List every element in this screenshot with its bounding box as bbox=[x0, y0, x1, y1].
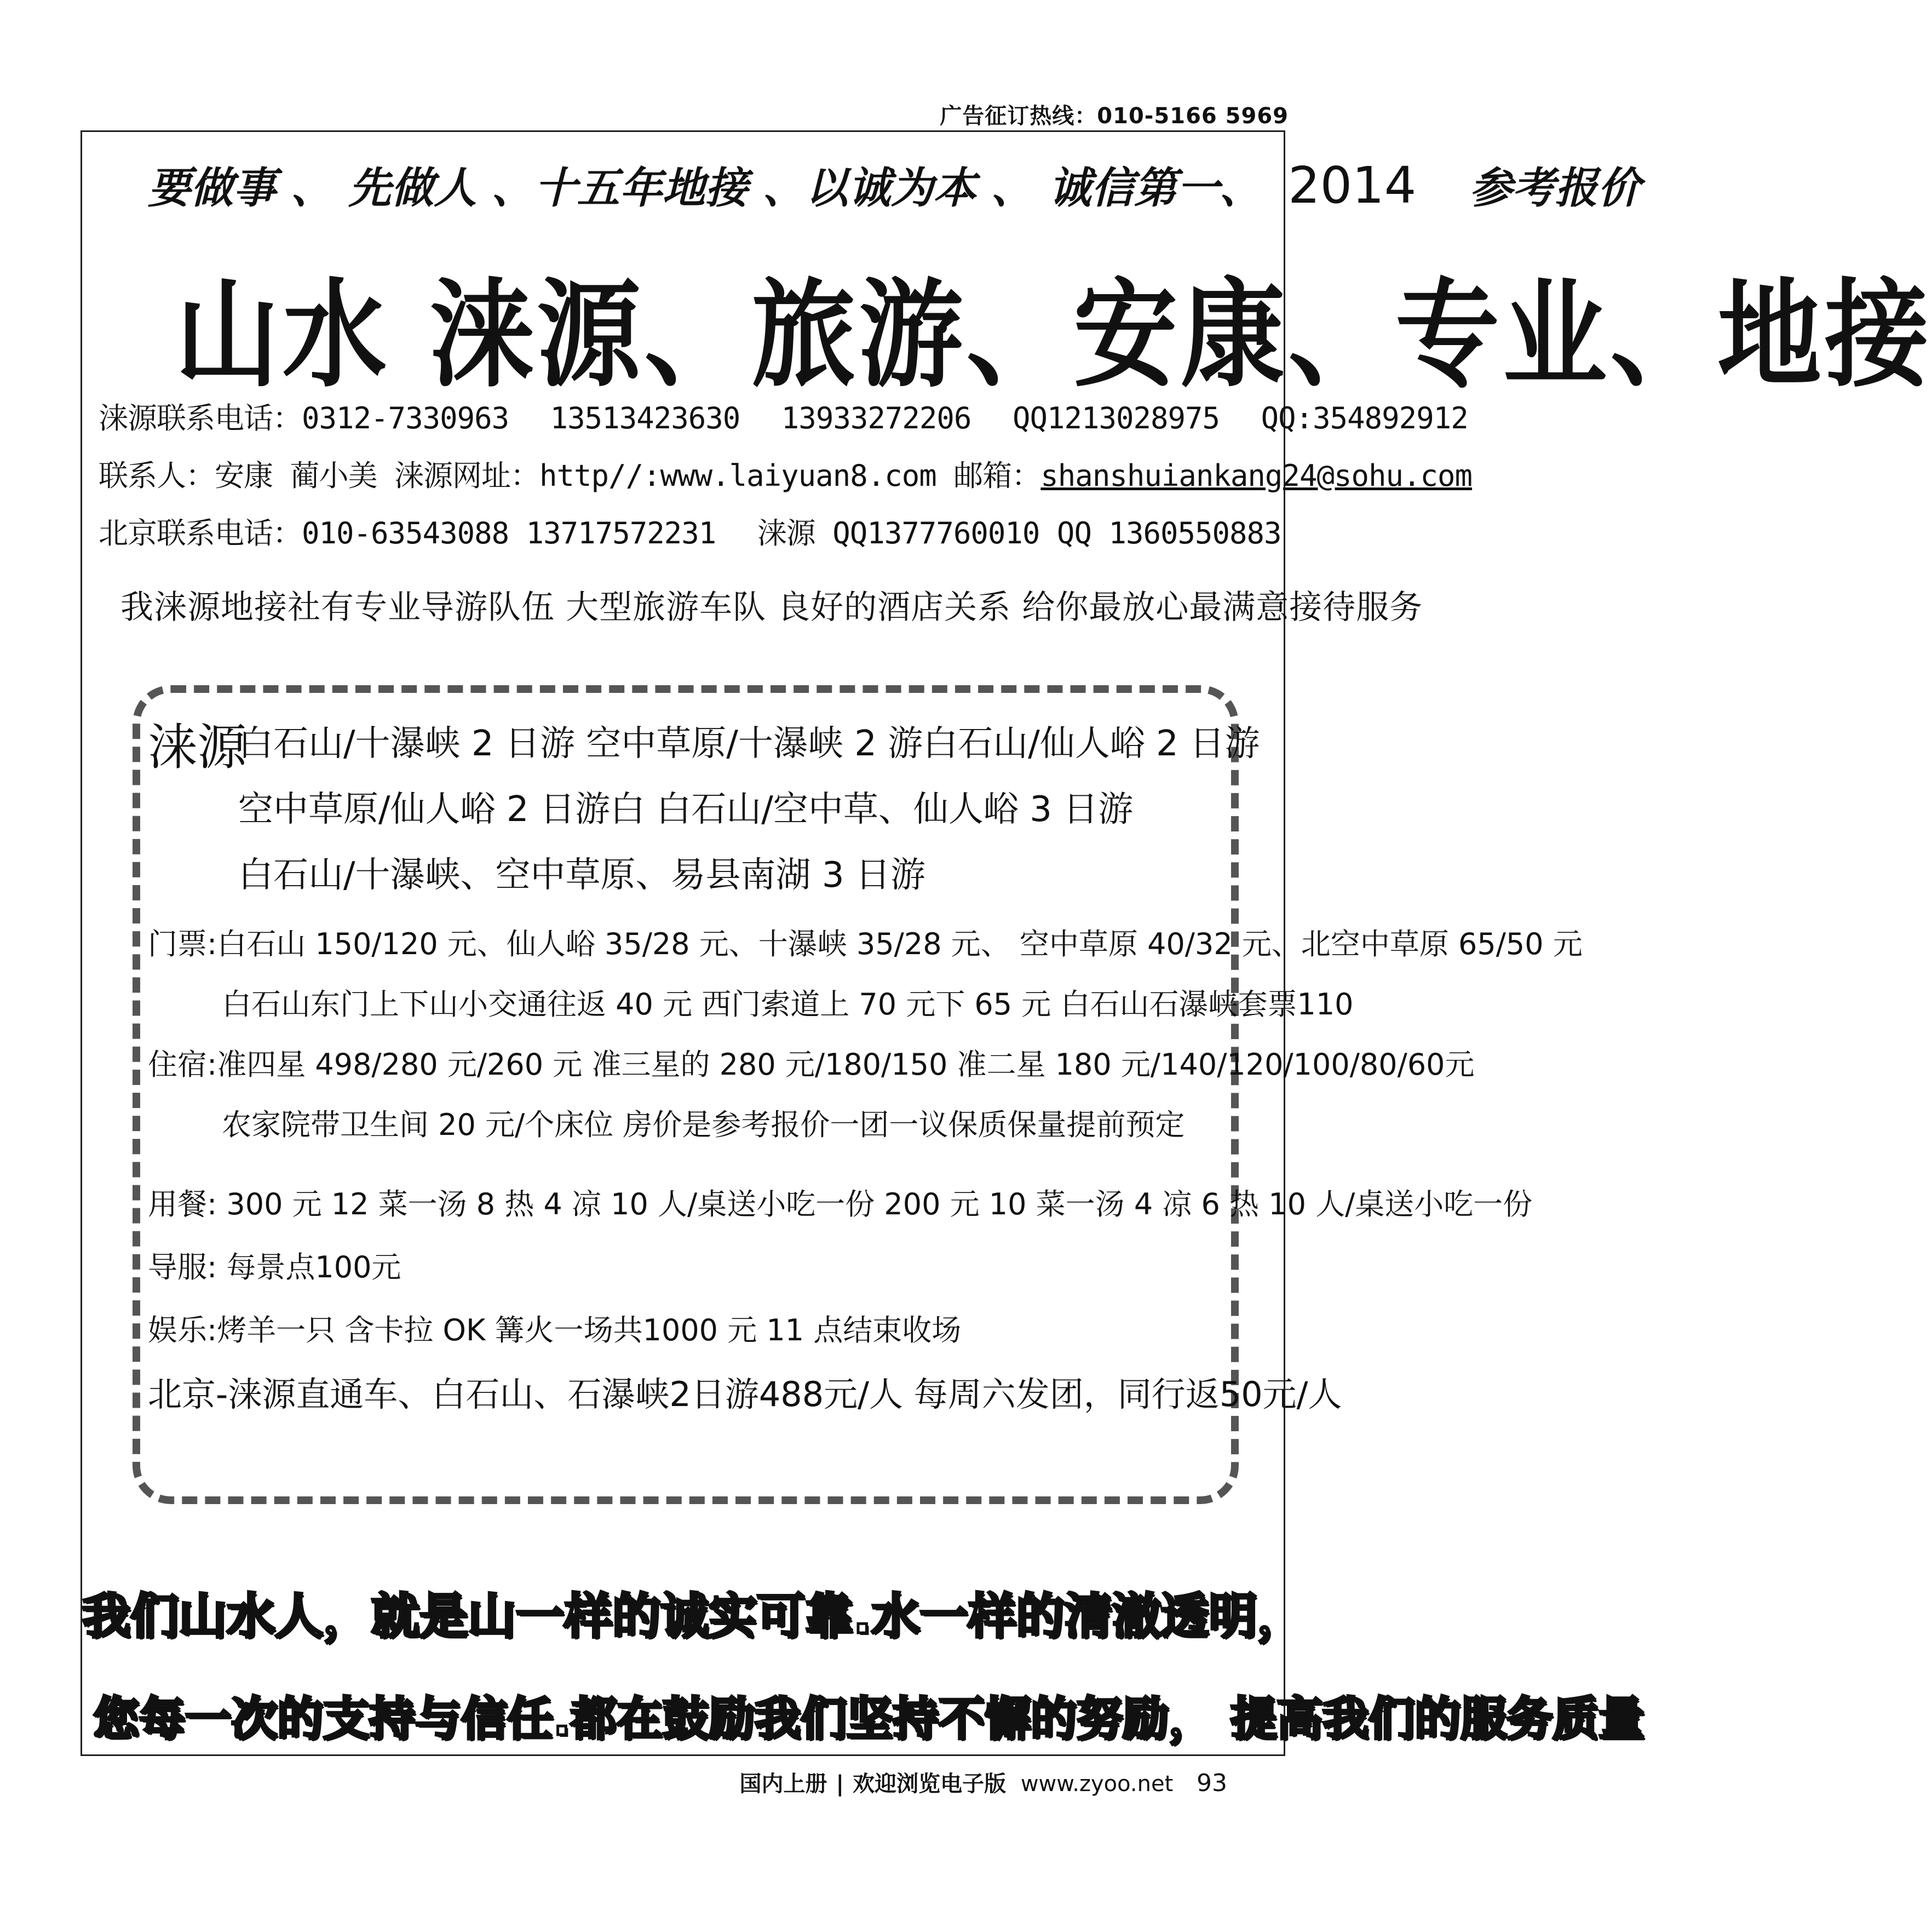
beijing-qq-text: 涞源 QQ1377760010 QQ 1360550883 bbox=[757, 516, 1281, 550]
page-number: 93 bbox=[1197, 1769, 1227, 1797]
laiyuan-qq-2: QQ:354892912 bbox=[1261, 401, 1468, 435]
laiyuan-phone-label: 涞源联系电话：0312-7330963 bbox=[99, 401, 509, 435]
region-label: 涞源 bbox=[148, 719, 246, 776]
page-footer bbox=[739, 1766, 1227, 1798]
ticket-prices: 门票:白石山 150/120 元、仙人峪 35/28 元、十瀑峡 35/28 元、 空中草原 40/32 元、北空中草原 65/50 元 bbox=[148, 927, 1583, 961]
slogan-suffix: 参考报价 bbox=[1469, 164, 1641, 213]
lodging-prices: 住宿:准四星 498/280 元/260 元 准三星的 280 元/180/150 准二星 180 元/140/120/100/80/60元 bbox=[148, 1047, 1475, 1082]
laiyuan-phones bbox=[99, 395, 1468, 437]
laiyuan-qq-1: QQ1213028975 bbox=[1012, 401, 1220, 435]
contact-people bbox=[99, 452, 1473, 495]
closing-slogan-2: 您每一次的支持与信任.都在鼓励我们坚持不懈的努励， 提高我们的服务质量 bbox=[93, 1692, 1645, 1746]
entertainment-info: 娱乐:烤羊一只 含卡拉 OK 篝火一场共1000 元 11 点结束收场 bbox=[148, 1313, 962, 1347]
slogan-line bbox=[148, 154, 1641, 215]
service-statement: 我涞源地接社有专业导游队伍 大型旅游车队 良好的酒店关系 给你最放心最满意接待服务 bbox=[120, 588, 1423, 627]
headline: 山水 涞源、旅游、安康、专业、地接 bbox=[175, 267, 1932, 403]
beijing-phones bbox=[99, 510, 1292, 552]
slogan-year: 2014 bbox=[1288, 156, 1417, 215]
catalog-section: 国内上册 bbox=[739, 1771, 827, 1797]
closing-slogan-1: 我们山水人，就是山一样的诚实可靠.水一样的清澈透明， bbox=[82, 1588, 1306, 1644]
tour-line: 空中草原/仙人峪 2 日游白 白石山/空中草、仙人峪 3 日游 bbox=[238, 789, 1134, 830]
email-link[interactable]: shanshuiankang24@sohu.com bbox=[1040, 458, 1473, 493]
footer-separator: | bbox=[836, 1771, 844, 1797]
footer-website-link[interactable]: www.zyoo.net bbox=[1020, 1771, 1174, 1797]
ad-hotline: 广告征订热线：010-5166 5969 bbox=[940, 104, 1289, 129]
footer-tagline: 欢迎浏览电子版 bbox=[853, 1771, 1007, 1797]
contact-people-text: 联系人：安康 蔺小美 涞源网址：http//:www.laiyuan8.com 邮箱： bbox=[99, 458, 1041, 493]
tour-line: 白石山/十瀑峡 2 日游 空中草原/十瀑峡 2 游白石山/仙人峪 2 日游 bbox=[238, 724, 1260, 764]
meal-prices: 用餐: 300 元 12 菜一汤 8 热 4 凉 10 人/桌送小吃一份 200 元 10 菜一汤 4 凉 6 热 10 人/桌送小吃一份 bbox=[148, 1187, 1533, 1221]
direct-bus-offer: 北京-涞源直通车、白石山、石瀑峡2日游488元/人 每周六发团，同行返50元/人 bbox=[148, 1374, 1342, 1414]
tour-line: 白石山/十瀑峡、空中草原、易县南湖 3 日游 bbox=[238, 855, 925, 896]
ticket-prices-extra: 白石山东门上下山小交通往返 40 元 西门索道上 70 元下 65 元 白石山石瀑峡套票110 bbox=[222, 987, 1354, 1022]
beijing-phone-text: 北京联系电话：010-63543088 13717572231 bbox=[99, 516, 716, 550]
laiyuan-phone-2: 13933272206 bbox=[781, 401, 971, 435]
laiyuan-phone-1: 13513423630 bbox=[550, 401, 740, 435]
guide-fee: 导服: 每景点100元 bbox=[148, 1250, 401, 1284]
advertisement-frame bbox=[81, 130, 1932, 1756]
lodging-prices-extra: 农家院带卫生间 20 元/个床位 房价是参考报价一团一议保质保量提前预定 bbox=[222, 1108, 1185, 1142]
slogan-text: 要做事 、 先做人 、十五年地接 、以诚为本 、 诚信第一、 bbox=[148, 164, 1262, 213]
